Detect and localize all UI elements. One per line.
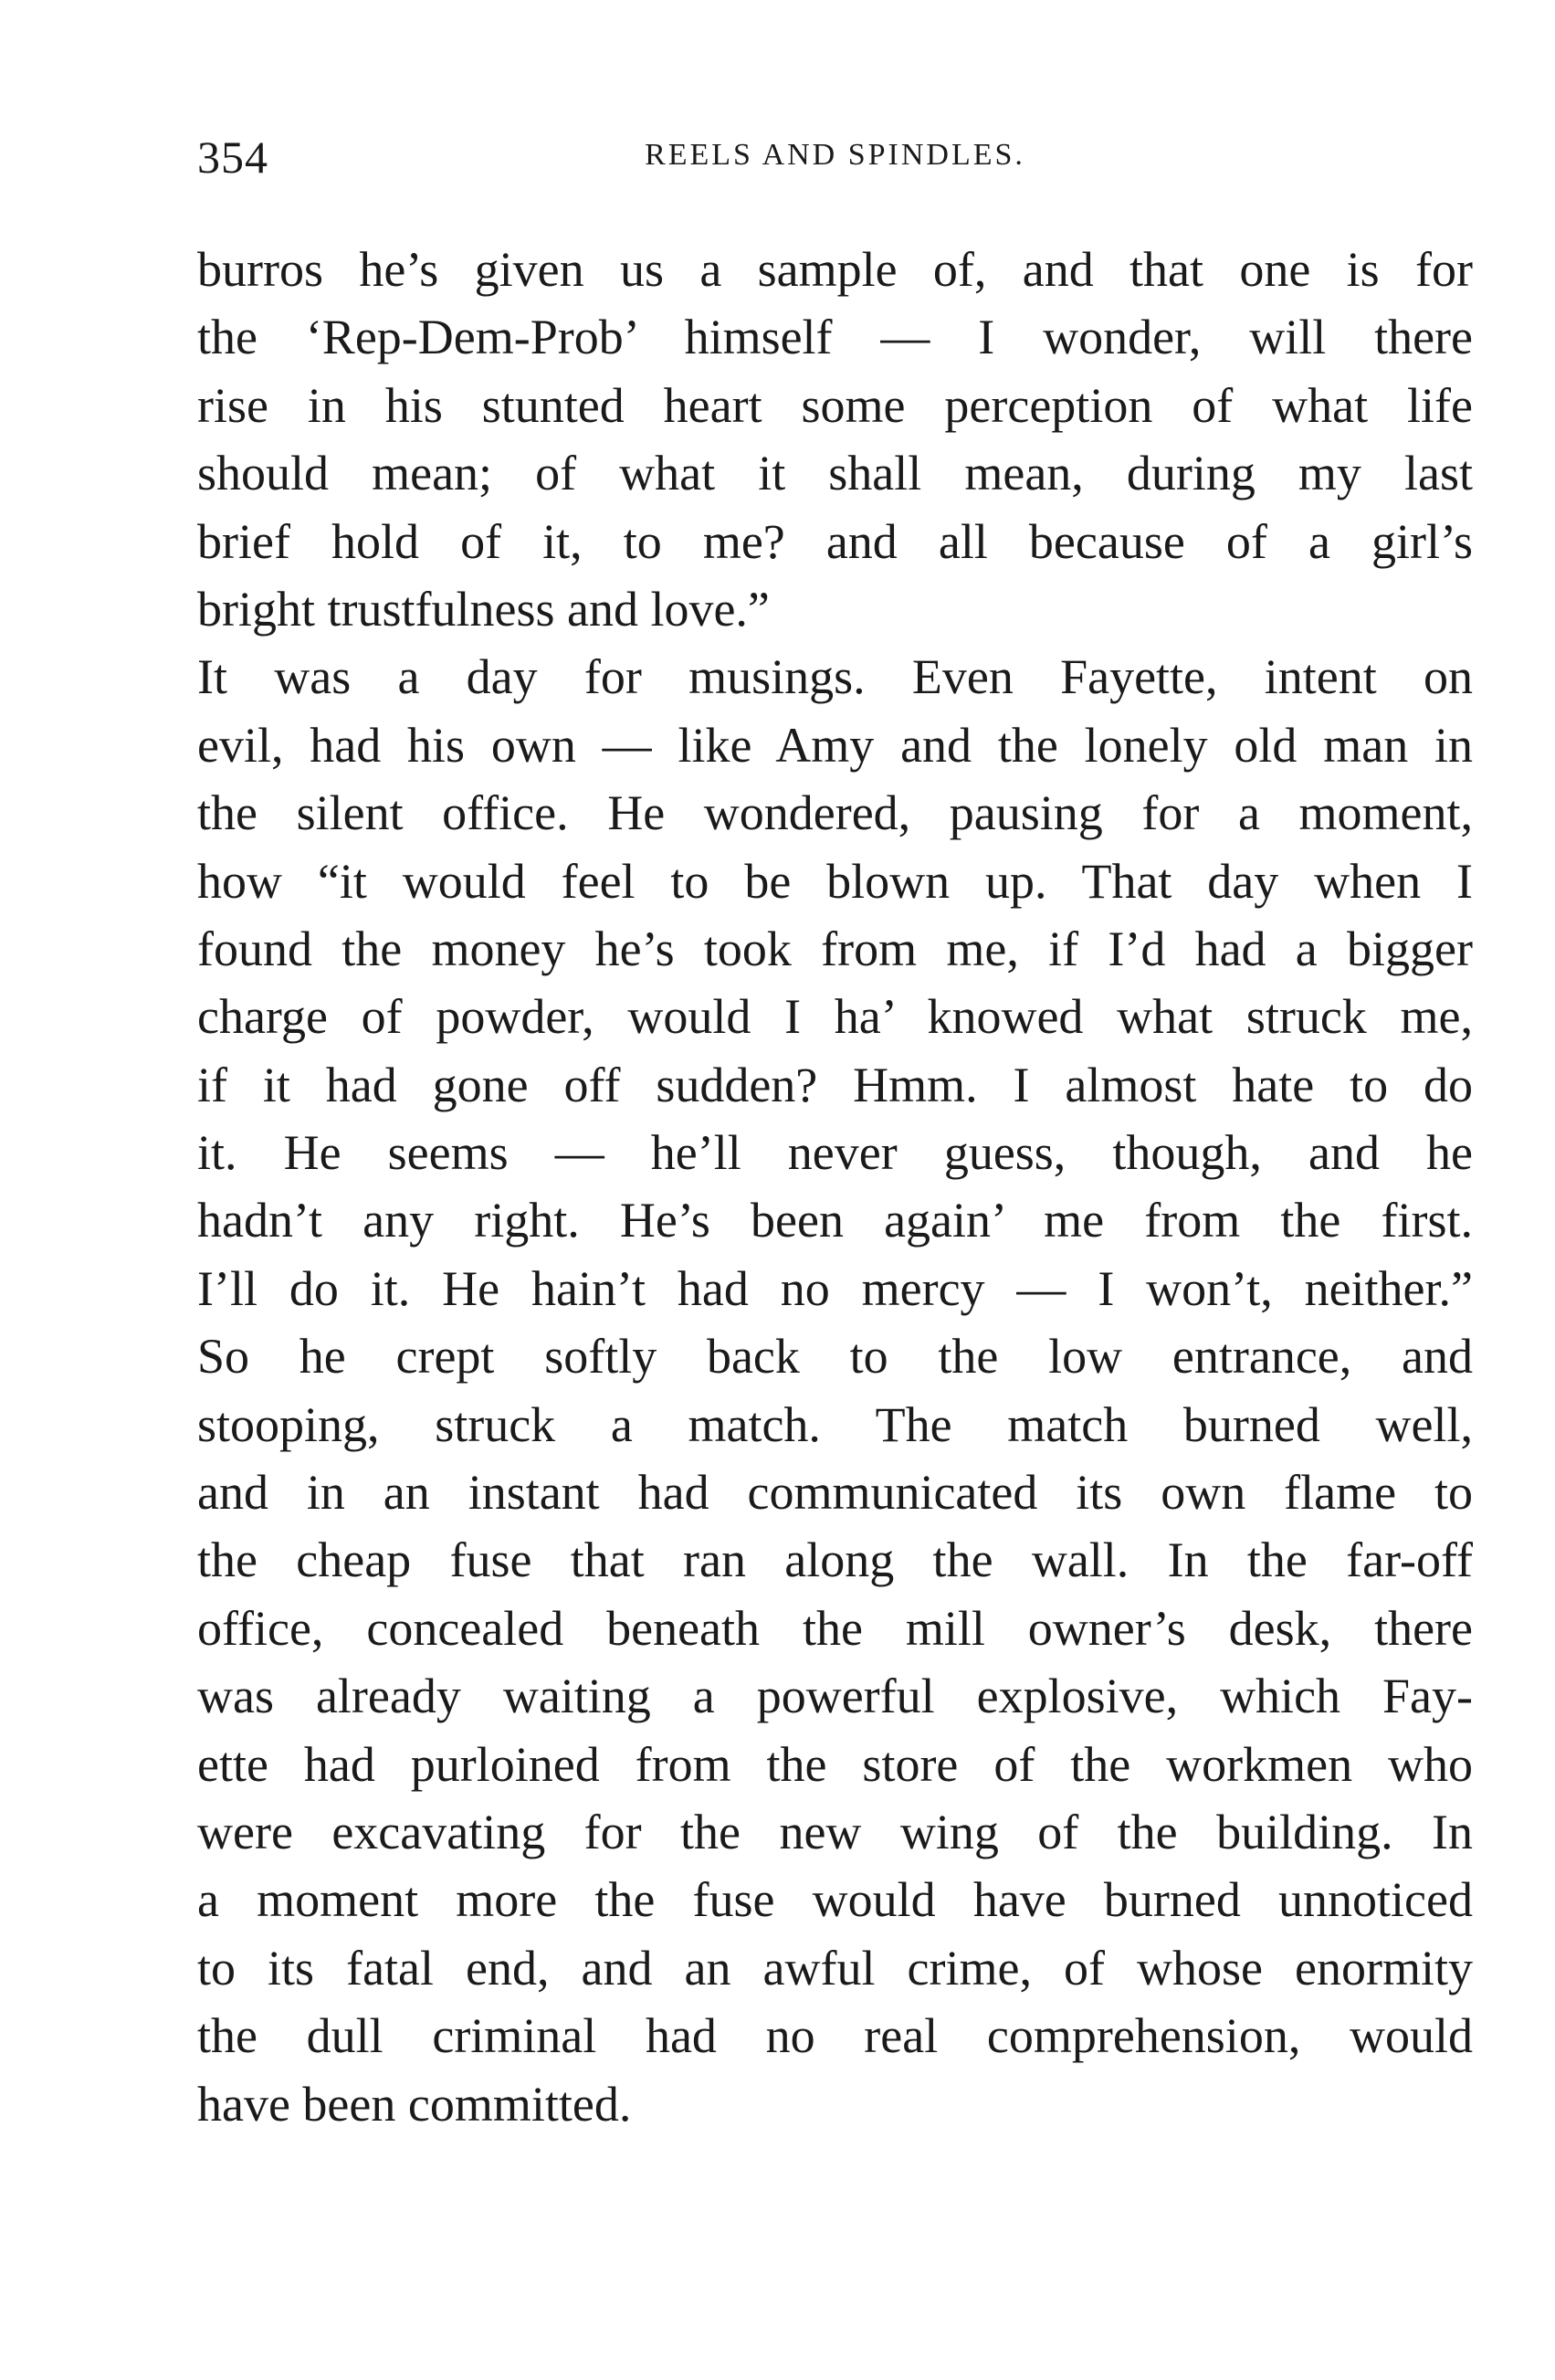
text-line: bright trustfulness and love.” xyxy=(197,581,770,637)
text-line: the ‘Rep-Dem-Prob’ himself — I wonder, will there xyxy=(197,310,1473,365)
text-line: burros he’s given us a sample of, and that one is for xyxy=(197,242,1473,297)
text-line: a moment more the fuse would have burned unnoticed xyxy=(197,1872,1473,1928)
text-line: were excavating for the new wing of the building. In xyxy=(197,1804,1473,1859)
text-line: stooping, struck a match. The match burned well, xyxy=(197,1396,1473,1452)
text-line: the cheap fuse that ran along the wall. In the far-off xyxy=(197,1532,1473,1588)
text-line: the dull criminal had no real comprehension, would xyxy=(197,2008,1473,2064)
text-line: brief hold of it, to me? and all because of a girl’s xyxy=(197,513,1473,569)
text-line: and in an instant had communicated its own flame to xyxy=(197,1465,1473,1521)
page-header xyxy=(197,131,1473,185)
text-line: hadn’t any right. He’s been again’ me from the first. xyxy=(197,1193,1473,1248)
text-line: So he crept softly back to the low entrance, and xyxy=(197,1329,1473,1385)
text-line: the silent office. He wondered, pausing for a moment, xyxy=(197,785,1473,841)
text-line: have been committed. xyxy=(197,2076,632,2132)
text-line: I’ll do it. He hain’t had no mercy — I won’t, neither.” xyxy=(197,1260,1473,1316)
text-line: should mean; of what it shall mean, during my last xyxy=(197,446,1473,501)
text-line: ette had purloined from the store of the workmen who xyxy=(197,1736,1473,1792)
running-title: REELS AND SPINDLES. xyxy=(645,138,1025,172)
text-line: if it had gone off sudden? Hmm. I almost hate to do xyxy=(197,1057,1473,1112)
text-line: charge of powder, would I ha’ knowed what struck me, xyxy=(197,989,1473,1045)
text-line: office, concealed beneath the mill owner’s desk, there xyxy=(197,1600,1473,1656)
text-line: found the money he’s took from me, if I’d had a bigger xyxy=(197,921,1473,976)
text-line: evil, had his own — like Amy and the lonely old man in xyxy=(197,717,1473,773)
text-line: it. He seems — he’ll never guess, though, and he xyxy=(197,1125,1473,1181)
page-body-text xyxy=(197,236,1473,2138)
page-number: 354 xyxy=(197,132,268,183)
text-line: to its fatal end, and an awful crime, of whose enormity xyxy=(197,1940,1473,1996)
text-line: how “it would feel to be blown up. That day when I xyxy=(197,853,1473,909)
text-line: It was a day for musings. Even Fayette, intent on xyxy=(197,649,1473,705)
text-line: rise in his stunted heart some perception of what life xyxy=(197,377,1473,433)
text-line: was already waiting a powerful explosive, which Fay- xyxy=(197,1669,1473,1724)
